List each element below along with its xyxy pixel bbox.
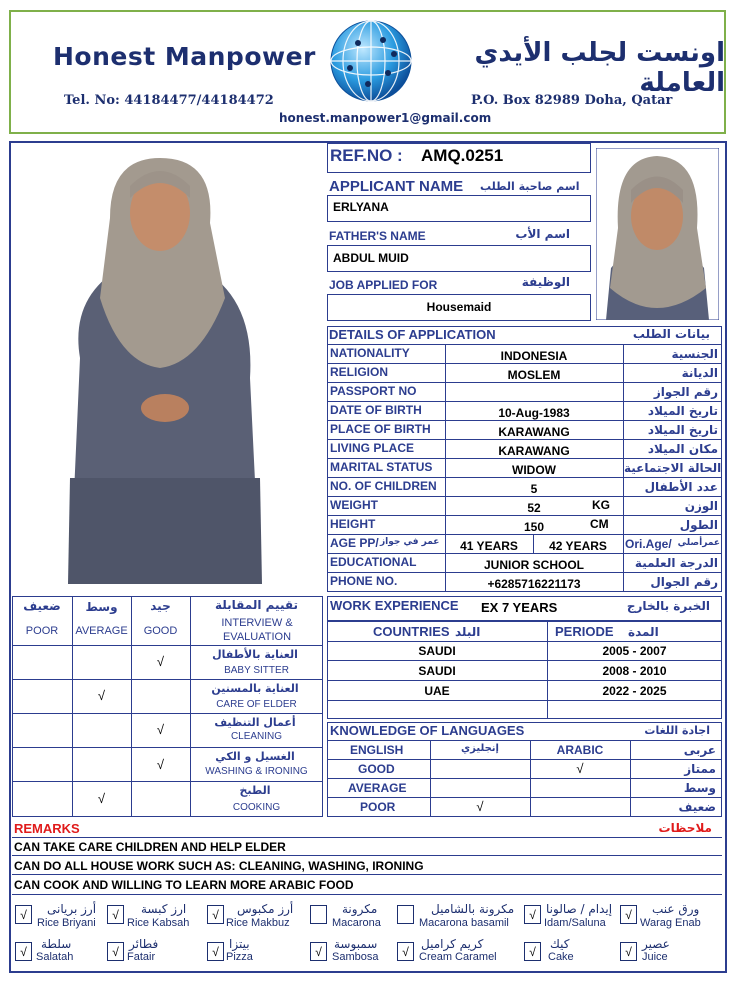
skill-check: √ [156,654,165,669]
remarks-title: REMARKS [14,821,80,836]
rule [12,747,323,748]
applicant-name-label-ar: اسم صاحبة الطلب [480,180,580,193]
detail-label: DATE OF BIRTH [330,403,422,417]
age-pp-label: AGE PP/ [330,536,379,550]
food-checkbox[interactable] [310,905,327,924]
detail-label: PLACE OF BIRTH [330,422,431,436]
detail-label-ar: عدد الأطفال [644,480,718,494]
detail-label-ar: الجنسية [671,347,718,361]
english-header: ENGLISH [350,743,404,757]
skill-label: COOKING [232,802,281,813]
detail-value: MOSLEM [507,368,561,382]
skill-check: √ [156,722,165,737]
height-label: HEIGHT [330,517,376,531]
food-checkbox[interactable] [397,905,414,924]
work-experience-label-ar: الخبرة بالخارج [626,599,710,613]
food-label-ar: بيتزا [229,937,250,951]
remarks-title-ar: ملاحظات [658,821,712,835]
rule [12,713,323,714]
detail-label-ar: الديانة [681,366,718,380]
rule [327,660,722,661]
skill-label: BABY SITTER [224,665,289,676]
food-label-ar: ارز كبسة [141,902,187,916]
lang-poor-ar: ضعيف [678,800,716,814]
arabic-good-check: √ [576,761,584,776]
food-checkbox[interactable]: √ [524,905,541,924]
rule [327,572,722,573]
skill-label-ar: الطبخ [239,784,271,797]
father-name-label: FATHER'S NAME [329,229,426,243]
experience-period: 2005 - 2007 [602,644,667,658]
rule [327,458,722,459]
rule [327,740,722,741]
job-label: JOB APPLIED FOR [329,278,438,292]
lang-poor: POOR [360,800,396,814]
good-header-ar: جيد [150,599,171,613]
food-label: Juice [642,951,668,963]
height-label-ar: الطول [679,518,718,532]
phone-value: +6285716221173 [487,577,581,591]
rule [327,641,722,642]
food-label-ar: سمبوسة [334,937,378,951]
education-label: EDUCATIONAL [330,555,417,569]
food-label: Idam/Saluna [544,917,606,929]
portrait-photo [596,148,719,320]
food-label: Rice Briyani [37,917,96,929]
skill-label: WASHING & IRONING [205,766,308,777]
food-label: Rice Makbuz [226,917,290,929]
skill-label-ar: العناية بالمسنين [211,682,299,695]
job-label-ar: الوظيفة [521,275,570,289]
detail-value: KARAWANG [498,425,570,439]
phone-label: PHONE NO. [330,574,398,588]
detail-value: KARAWANG [498,444,570,458]
interview-header-ar: تقييم المقابلة [214,598,298,612]
detail-label-ar: الحالة الاجتماعية [624,461,722,475]
weight-label: WEIGHT [330,498,378,512]
education-label-ar: الدرجة العلمية [634,556,718,570]
food-checkbox[interactable]: √ [397,942,414,961]
food-label: Warag Enab [640,917,701,929]
food-label: Macarona basamil [419,917,509,929]
experience-country: SAUDI [418,664,456,678]
education-value: JUNIOR SCHOOL [483,558,584,572]
weight-value: 52 [527,501,541,515]
languages-title: KNOWLEDGE OF LANGUAGES [330,723,525,738]
phone-label-ar: رقم الجوال [650,575,718,589]
rule [12,781,323,782]
food-label-ar: كيك [550,937,570,951]
rule [327,420,722,421]
skill-check: √ [97,688,106,703]
languages-title-ar: اجادة اللغات [644,724,710,737]
weight-label-ar: الوزن [684,499,718,513]
rule [12,874,722,875]
rule [327,344,722,345]
experience-country: SAUDI [418,644,456,658]
countries-header-ar: البلد [455,625,481,639]
applicant-name-label: APPLICANT NAME [329,178,464,195]
periode-header-ar: المدة [628,625,659,639]
rule [12,837,722,838]
rule [327,439,722,440]
english-header-ar: إنجليزي [461,743,499,754]
periode-header: PERIODE [555,624,614,639]
age-original-value: 42 YEARS [549,539,607,553]
food-label: Cake [548,951,574,963]
skill-check: √ [156,757,165,772]
rule [327,401,722,402]
weight-unit: KG [592,498,610,512]
rule [327,534,722,535]
detail-value: 10-Aug-1983 [498,406,570,420]
food-checkbox[interactable]: √ [310,942,327,961]
food-checkbox[interactable]: √ [207,905,224,924]
rule [327,680,722,681]
food-label-ar: كريم كراميل [421,937,484,951]
full-body-photo [50,148,276,584]
food-label-ar: فطائر [129,937,159,951]
rule [327,700,722,701]
skill-check: √ [97,791,106,806]
skill-label-ar: الغسيل و الكي [215,750,295,763]
food-checkbox[interactable]: √ [15,942,32,961]
company-name-en: Honest Manpower [53,42,316,71]
rule [327,553,722,554]
food-label-ar: أرز بريانى [47,902,97,916]
food-label-ar: سلطة [41,937,72,951]
email: honest.manpower1@gmail.com [279,111,492,125]
lang-good-ar: ممتاز [684,762,716,776]
rule [327,515,722,516]
countries-header: COUNTRIES [373,624,450,639]
food-label: Salatah [36,951,74,963]
job-value: Housemaid [426,300,492,314]
rule [327,477,722,478]
food-label: Sambosa [332,951,379,963]
detail-label: NATIONALITY [330,346,410,360]
english-poor-check: √ [476,799,484,814]
food-label-ar: ورق عنب [652,902,700,916]
remark-line: CAN TAKE CARE CHILDREN AND HELP ELDER [14,840,286,854]
arabic-header-ar: عربى [683,743,716,757]
age-original-label-ar: عمرأصلي [677,538,720,548]
rule [327,363,722,364]
good-header: GOOD [143,625,178,637]
food-checkbox[interactable]: √ [524,942,541,961]
rule [12,855,722,856]
rule [12,894,722,895]
food-label: Cream Caramel [419,951,497,963]
food-label-ar: إيدام / صالونا [546,902,613,916]
globe-logo-icon [328,18,414,104]
work-experience-value: EX 7 YEARS [481,600,558,615]
detail-label-ar: تاريخ الميلاد [647,404,718,418]
rule [327,759,722,760]
po-box: P.O. Box 82989 Doha, Qatar [471,93,673,108]
applicant-name: ERLYANA [333,200,389,214]
rule [327,496,722,497]
lang-average-ar: وسط [683,781,716,795]
detail-label: LIVING PLACE [330,441,415,455]
food-label: Fatair [127,951,156,963]
remark-line: CAN DO ALL HOUSE WORK SUCH AS: CLEANING, WASHING, IRONING [14,859,424,873]
skill-label-ar: أعمال التنظيف [214,716,296,729]
experience-country: UAE [424,684,450,698]
food-label-ar: عصير [642,937,670,951]
rule [327,778,722,779]
telephone: Tel. No: 44184477/44184472 [64,93,274,108]
rule [327,797,722,798]
food-label-ar: مكرونة [342,902,378,916]
remark-line: CAN COOK AND WILLING TO LEARN MORE ARABIC FOOD [14,878,354,892]
detail-label: PASSPORT NO [330,384,417,398]
company-name-ar: اونست لجلب الأيدي العاملة [474,38,725,98]
food-label-ar: مكرونة بالشاميل [431,902,515,916]
interview-header: INTERVIEW & EVALUATION [221,617,293,643]
height-unit: CM [590,517,609,531]
food-checkbox[interactable]: √ [207,942,224,961]
detail-label-ar: مكان الميلاد [647,442,718,456]
food-checkbox[interactable]: √ [107,905,124,924]
lang-average: AVERAGE [348,781,407,795]
experience-period: 2022 - 2025 [602,684,667,698]
details-title-ar: بيانات الطلب [632,327,710,341]
skill-label: CLEANING [230,731,283,742]
food-label: Pizza [226,951,253,963]
letterhead [9,10,726,134]
lang-good: GOOD [358,762,395,776]
details-title: DETAILS OF APPLICATION [329,327,496,342]
ref-no-value: AMQ.0251 [421,146,504,165]
detail-label: RELIGION [330,365,389,379]
experience-period: 2008 - 2010 [602,664,667,678]
food-checkbox[interactable]: √ [620,942,637,961]
arabic-header: ARABIC [556,743,604,757]
detail-label: NO. OF CHILDREN [330,479,437,493]
age-pp-value: 41 YEARS [460,539,518,553]
food-label-ar: أرز مكبوس [237,902,294,916]
food-label: Rice Kabsah [127,917,190,929]
food-checkbox[interactable]: √ [620,905,637,924]
food-checkbox[interactable]: √ [15,905,32,924]
food-checkbox[interactable]: √ [107,942,124,961]
age-original-label: Ori.Age/ [625,537,672,551]
rule [327,382,722,383]
detail-label: MARITAL STATUS [330,460,433,474]
work-experience-label: WORK EXPERIENCE [330,598,459,613]
father-name-label-ar: اسم الأب [515,227,570,241]
average-header-ar: وسط [85,600,118,614]
weak-header-ar: ضعيف [23,599,61,613]
detail-value: WIDOW [512,463,556,477]
rule [12,679,323,680]
detail-value: INDONESIA [500,349,568,363]
skill-label-ar: العناية بالأطفال [212,648,298,661]
average-header: AVERAGE [75,625,128,637]
age-pp-label-ar: عمر في جواز [380,537,440,547]
poor-header: POOR [25,625,59,637]
detail-label-ar: تاريخ الميلاد [647,423,718,437]
food-label: Macarona [332,917,381,929]
detail-value: 5 [530,482,538,496]
rule [12,645,323,646]
detail-label-ar: رقم الجواز [653,385,718,399]
skill-label: CARE OF ELDER [216,699,297,710]
height-value: 150 [523,520,545,534]
father-name: ABDUL MUID [333,251,409,265]
lang-divider [630,740,631,817]
ref-no-label: REF.NO : [330,146,403,165]
